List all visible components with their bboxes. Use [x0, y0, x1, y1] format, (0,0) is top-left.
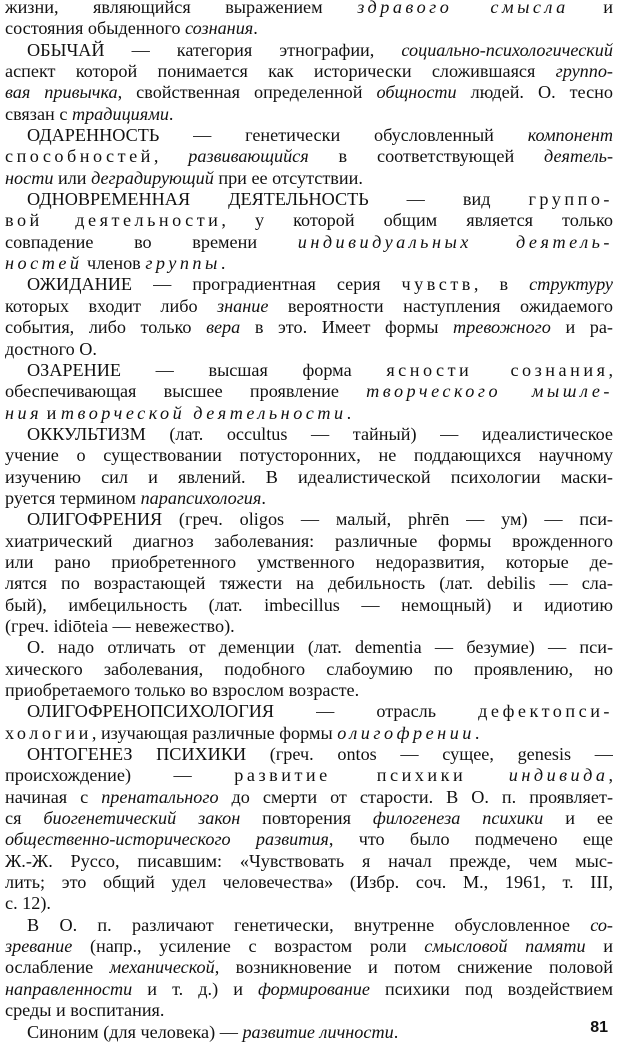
- spaced-term: развитие психики: [234, 765, 467, 786]
- text-line: [5, 1000, 613, 1021]
- text-line: [5, 232, 613, 253]
- text-line: [5, 723, 613, 744]
- text-line: [5, 445, 613, 466]
- text-run: ся: [5, 808, 44, 829]
- text-line: [5, 872, 613, 893]
- text-run: членов: [82, 253, 146, 274]
- text-line: [5, 531, 613, 552]
- italic-term: социально-психологический: [401, 39, 613, 60]
- text-run: психики под воздействием: [369, 978, 613, 999]
- text-run: начиная с: [5, 786, 102, 807]
- italic-term: структуру: [529, 274, 613, 295]
- text-run: ОККУЛЬТИЗМ (лат. occultus — тайный) — идеалистическое: [27, 423, 613, 444]
- italic-term: развивающийся: [188, 146, 309, 167]
- text-run: .: [346, 402, 352, 423]
- text-run: жизни, являющийся выражением: [5, 0, 358, 17]
- text-run: до смерти от старости. В О. п. проявляет-: [218, 786, 613, 807]
- text-run: совпадение во времени: [5, 231, 298, 252]
- italic-term: парапсихология: [140, 487, 262, 508]
- entry-line: [5, 274, 613, 295]
- text-run: или рано приобретенного умственного недоразвития, которые де-: [5, 551, 613, 572]
- text-run: .: [253, 18, 258, 39]
- text-column: [5, 0, 613, 1043]
- italic-term: сознания: [185, 18, 254, 39]
- text-run: вероятности наступления ожидаемого: [268, 295, 613, 316]
- italic-term: смысловой памяти: [424, 936, 586, 957]
- text-line: [5, 61, 613, 82]
- text-run: .: [393, 1021, 399, 1042]
- entry-line: [5, 744, 613, 765]
- italic-term: общности: [376, 82, 457, 103]
- text-run: ,: [608, 765, 613, 786]
- text-run: .: [168, 103, 174, 124]
- italic-term: группы: [145, 253, 221, 274]
- text-line: [5, 957, 613, 978]
- entry-line: [5, 360, 613, 381]
- entry-line: [5, 424, 613, 445]
- text-run: события, либо только: [5, 317, 207, 338]
- text-run: , возникновение и потом снижение половой: [214, 957, 613, 978]
- text-run: , у которой общим является только: [221, 210, 613, 231]
- italic-term: ности: [5, 167, 54, 188]
- italic-term: индивида: [508, 765, 609, 786]
- text-run: состояния обыденного: [5, 18, 185, 39]
- text-run: .: [220, 253, 226, 274]
- text-run: в это. Имеет формы: [240, 317, 454, 338]
- italic-term: творческого мышле-: [366, 381, 613, 402]
- entry-line: [5, 125, 613, 146]
- text-run: при ее отсутствии.: [213, 167, 363, 188]
- text-line: [5, 317, 613, 338]
- text-run: ОЛИГОФРЕНИЯ (греч. oligos — малый, phrēn — ум) — пси-: [27, 509, 613, 530]
- italic-term: компонент: [527, 125, 613, 146]
- text-line: [5, 488, 613, 509]
- text-run: , в: [473, 274, 530, 295]
- text-run: .: [474, 722, 480, 743]
- text-run: лить; это общий удел человечества» (Избр. соч. М., 1961, т. III,: [5, 872, 613, 893]
- text-run: , что было подмечено еще: [328, 829, 613, 850]
- text-run: приобретаемого только во взрослом возрасте.: [5, 680, 360, 700]
- text-line: [5, 467, 613, 488]
- italic-term: ностей: [5, 253, 83, 274]
- text-run: и ра-: [550, 317, 613, 338]
- entry-line: [5, 701, 613, 722]
- text-run: и: [585, 936, 613, 957]
- text-line: [5, 808, 613, 829]
- italic-term: зревание: [5, 936, 73, 957]
- text-run: ОДАРЕННОСТЬ — генетически обусловленный: [27, 125, 528, 146]
- text-line: [5, 616, 613, 637]
- page-number: 81: [590, 1019, 608, 1036]
- text-run: аспект которой понимается как исторически сложившаяся: [5, 61, 556, 82]
- italic-term: общественно-исторического развития: [5, 829, 329, 850]
- entry-line: [5, 40, 613, 61]
- text-run: или: [53, 167, 92, 188]
- italic-term: направленности: [5, 978, 133, 999]
- entry-line: [5, 189, 613, 210]
- text-run: ,: [608, 359, 613, 380]
- text-run: людей. О. тесно: [456, 82, 613, 103]
- text-run: бый), имбецильность (лат. imbecillus — немощный) и идиотию: [5, 594, 613, 615]
- text-run: и т. д.) и: [132, 978, 258, 999]
- text-run: Ж.-Ж. Руссо, писавшим: «Чувствовать я начал прежде, чем мыс-: [5, 850, 613, 871]
- italic-term: развитие личности: [242, 1021, 394, 1042]
- text-run: , изучающая различные формы: [91, 722, 338, 743]
- italic-term: биогенетический закон: [43, 808, 241, 829]
- text-run: лятся по возрастающей тяжести на дебильность (лат. debilis — сла-: [5, 573, 613, 594]
- text-line: [5, 82, 613, 103]
- spaced-term: дефектопси-: [478, 701, 613, 722]
- text-run: изучению сил и явлений. В идеалистической психологии маски-: [5, 466, 613, 487]
- text-line: [5, 765, 613, 786]
- text-run: О. надо отличать от деменции (лат. dementia — безумие) — пси-: [27, 637, 613, 658]
- text-run: и ее: [543, 808, 613, 829]
- entry-line: [5, 509, 613, 530]
- text-line: [5, 146, 613, 167]
- spaced-term: группо-: [528, 189, 613, 210]
- text-run: учение о существовании потусторонних, не поддающихся научному: [5, 445, 613, 466]
- italic-term: ния: [5, 402, 43, 423]
- italic-term: группо-: [555, 61, 613, 82]
- text-run: [466, 765, 509, 785]
- text-run: (греч. idiōteia — невежество).: [5, 615, 235, 636]
- text-run: ОНТОГЕНЕЗ ПСИХИКИ (греч. ontos — сущее, genesis —: [27, 744, 613, 765]
- text-line: [5, 18, 613, 39]
- spaced-term: ясности сознания: [386, 359, 609, 380]
- text-run: и: [568, 0, 613, 17]
- text-line: [5, 0, 613, 18]
- text-line: [5, 104, 613, 125]
- italic-term: механической: [109, 957, 215, 978]
- text-run: связан с: [5, 103, 72, 124]
- italic-term: деятель-: [544, 146, 613, 167]
- text-run: ослабление: [5, 957, 110, 978]
- text-run: среды и воспитания.: [5, 1000, 165, 1021]
- text-line: [5, 787, 613, 808]
- spaced-term: хологии: [5, 722, 92, 743]
- text-run: ОЗАРЕНИЕ — высшая форма: [27, 359, 387, 380]
- italic-term: формирование: [258, 978, 370, 999]
- italic-term: вая привычка: [5, 82, 118, 103]
- text-run: ОДНОВРЕМЕННАЯ ДЕЯТЕЛЬНОСТЬ — вид: [27, 189, 529, 210]
- italic-term: творческой деятельности: [60, 402, 347, 423]
- spaced-term: вой деятельности: [5, 210, 222, 231]
- text-line: [5, 381, 613, 402]
- italic-term: индивидуальных деятель-: [297, 231, 613, 252]
- text-run: с. 12).: [5, 893, 51, 914]
- text-line: [5, 595, 613, 616]
- text-run: хического заболевания, подобного слабоумию по проявлению, но: [5, 658, 613, 679]
- italic-term: знание: [217, 295, 269, 316]
- text-line: [5, 979, 613, 1000]
- entry-line: [5, 637, 613, 658]
- text-run: которых входит либо: [5, 295, 218, 316]
- text-run: повторения: [240, 808, 373, 829]
- text-line: [5, 573, 613, 594]
- text-line: [5, 829, 613, 850]
- text-line: [5, 296, 613, 317]
- text-run: достного О.: [5, 338, 97, 359]
- italic-term: вера: [206, 317, 241, 338]
- entry-line: [5, 1022, 613, 1043]
- text-run: ОЖИДАНИЕ — проградиентная серия: [27, 274, 402, 295]
- italic-term: традициями: [71, 103, 169, 124]
- text-line: [5, 851, 613, 872]
- text-line: [5, 659, 613, 680]
- text-run: Синоним (для человека) —: [27, 1021, 243, 1042]
- italic-term: здравого смысла: [357, 0, 569, 17]
- text-run: .: [261, 487, 266, 508]
- text-run: в соответствующей: [308, 146, 545, 167]
- text-line: [5, 168, 613, 189]
- text-line: [5, 210, 613, 231]
- spaced-term: способностей: [5, 146, 154, 167]
- italic-term: олигофрении: [337, 722, 475, 743]
- text-line: [5, 680, 613, 701]
- text-line: [5, 893, 613, 914]
- spaced-term: чувств: [401, 274, 474, 295]
- italic-term: деградирующий: [91, 167, 214, 188]
- italic-term: тревожного: [453, 317, 551, 338]
- italic-term: пренатального: [101, 786, 219, 807]
- text-line: [5, 339, 613, 360]
- text-line: [5, 936, 613, 957]
- text-run: (напр., усиление с возрастом роли: [72, 936, 425, 957]
- text-run: ,: [153, 146, 189, 167]
- text-run: происхождение) —: [5, 765, 235, 786]
- text-run: ОЛИГОФРЕНОПСИХОЛОГИЯ — отрасль: [27, 701, 479, 722]
- italic-term: филогенеза психики: [372, 808, 544, 829]
- text-run: В О. п. различают генетически, внутренне обусловленное: [27, 914, 591, 935]
- text-run: , свойственная определенной: [117, 82, 377, 103]
- italic-term: со-: [590, 914, 613, 935]
- text-run: и: [42, 402, 61, 423]
- text-run: руется термином: [5, 487, 141, 508]
- entry-line: [5, 915, 613, 936]
- text-run: обеспечивающая высшее проявление: [5, 381, 367, 402]
- text-line: [5, 403, 613, 424]
- text-line: [5, 253, 613, 274]
- text-line: [5, 552, 613, 573]
- text-run: хиатрический диагноз заболевания: различные формы врожденного: [5, 530, 613, 551]
- text-run: ОБЫЧАЙ — категория этнографии,: [27, 39, 402, 60]
